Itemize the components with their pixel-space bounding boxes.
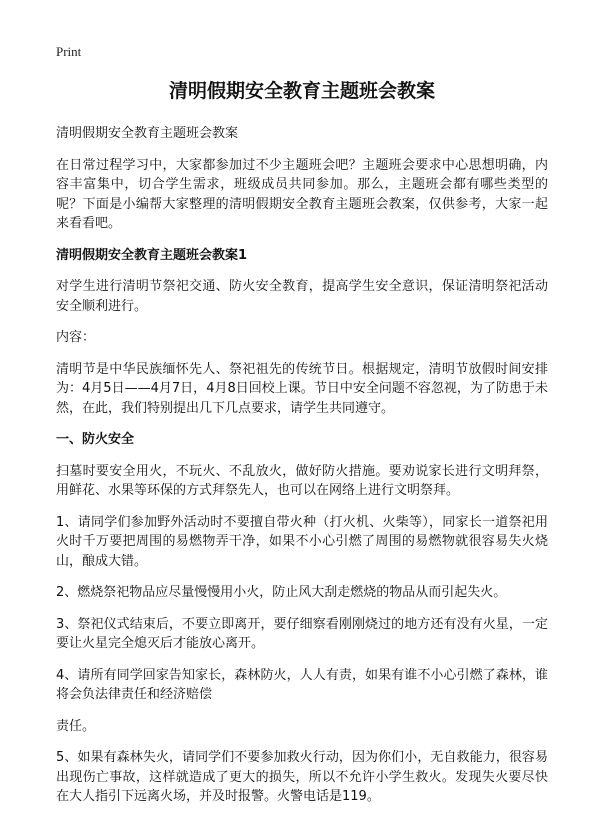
fire-safety-item: 5、如果有森林失火，请同学们不要参加救火行动，因为你们小，无自救能力，很容易出现伤亡事故，这样就造成了更大的损失，所以不允许小学生救火。发现失火要尽快在大人指引下远离火场，并及时报警。火警电话是119。 — [56, 750, 548, 804]
document-subtitle: 清明假期安全教育主题班会教案 — [56, 126, 239, 141]
content-paragraph: 清明节是中华民族缅怀先人、祭祀祖先的传统节日。根据规定，清明节放假时间安排为：4月5日——4月7日，4月8日回校上课。节日中安全问题不容忽视，为了防患于未然，在此，我们特别提出几下几点要求，请学生共同遵守。 — [56, 361, 548, 416]
fire-safety-item: 4、请所有同学回家告知家长，森林防火，人人有责，如果有谁不小心引燃了森林，谁将会负法律责任和经济赔偿 — [56, 667, 548, 702]
fire-safety-item: 3、祭祀仪式结束后，不要立即离开，要仔细察看刚刚烧过的地方还有没有火星，一定要让火星完全熄灭后才能放心离开。 — [56, 616, 548, 651]
section-heading: 清明假期安全教育主题班会教案1 — [56, 247, 248, 263]
fire-safety-heading: 一、防火安全 — [56, 432, 135, 447]
fire-safety-item: 责任。 — [56, 718, 96, 734]
content-label: 内容： — [56, 330, 96, 345]
fire-safety-item: 1、请同学们参加野外活动时不要擅自带火种（打火机、火柴等），同家长一道祭祀用火时千万要把周围的易燃物弄干净，如果不小心引燃了周围的易燃物就很容易失火烧山，酿成大错。 — [56, 514, 548, 569]
objective-paragraph: 对学生进行清明节祭祀交通、防火安全教育，提高学生安全意识，保证清明祭祀活动安全顺利进行。 — [56, 279, 548, 314]
document-title: 清明假期安全教育主题班会教案 — [168, 80, 435, 102]
document-page — [56, 76, 548, 819]
print-label: Print — [56, 44, 82, 59]
fire-safety-item: 2、燃烧祭祀物品应尽量慢慢用小火，防止风大刮走燃烧的物品从而引起失火。 — [56, 585, 507, 600]
intro-paragraph: 在日常过程学习中，大家都参加过不少主题班会吧？主题班会要求中心思想明确，内容丰富集中，切合学生需求，班级成员共同参加。那么，主题班会都有哪些类型的呢？下面是小编帮大家整理的清明假期安全教育主题班会教案，仅供参考，大家一起来看看吧。 — [56, 157, 548, 231]
fire-safety-intro: 扫墓时要安全用火，不玩火、不乱放火，做好防火措施。要劝说家长进行文明拜祭，用鲜花、水果等环保的方式拜祭先人，也可以在网络上进行文明祭拜。 — [56, 463, 548, 498]
